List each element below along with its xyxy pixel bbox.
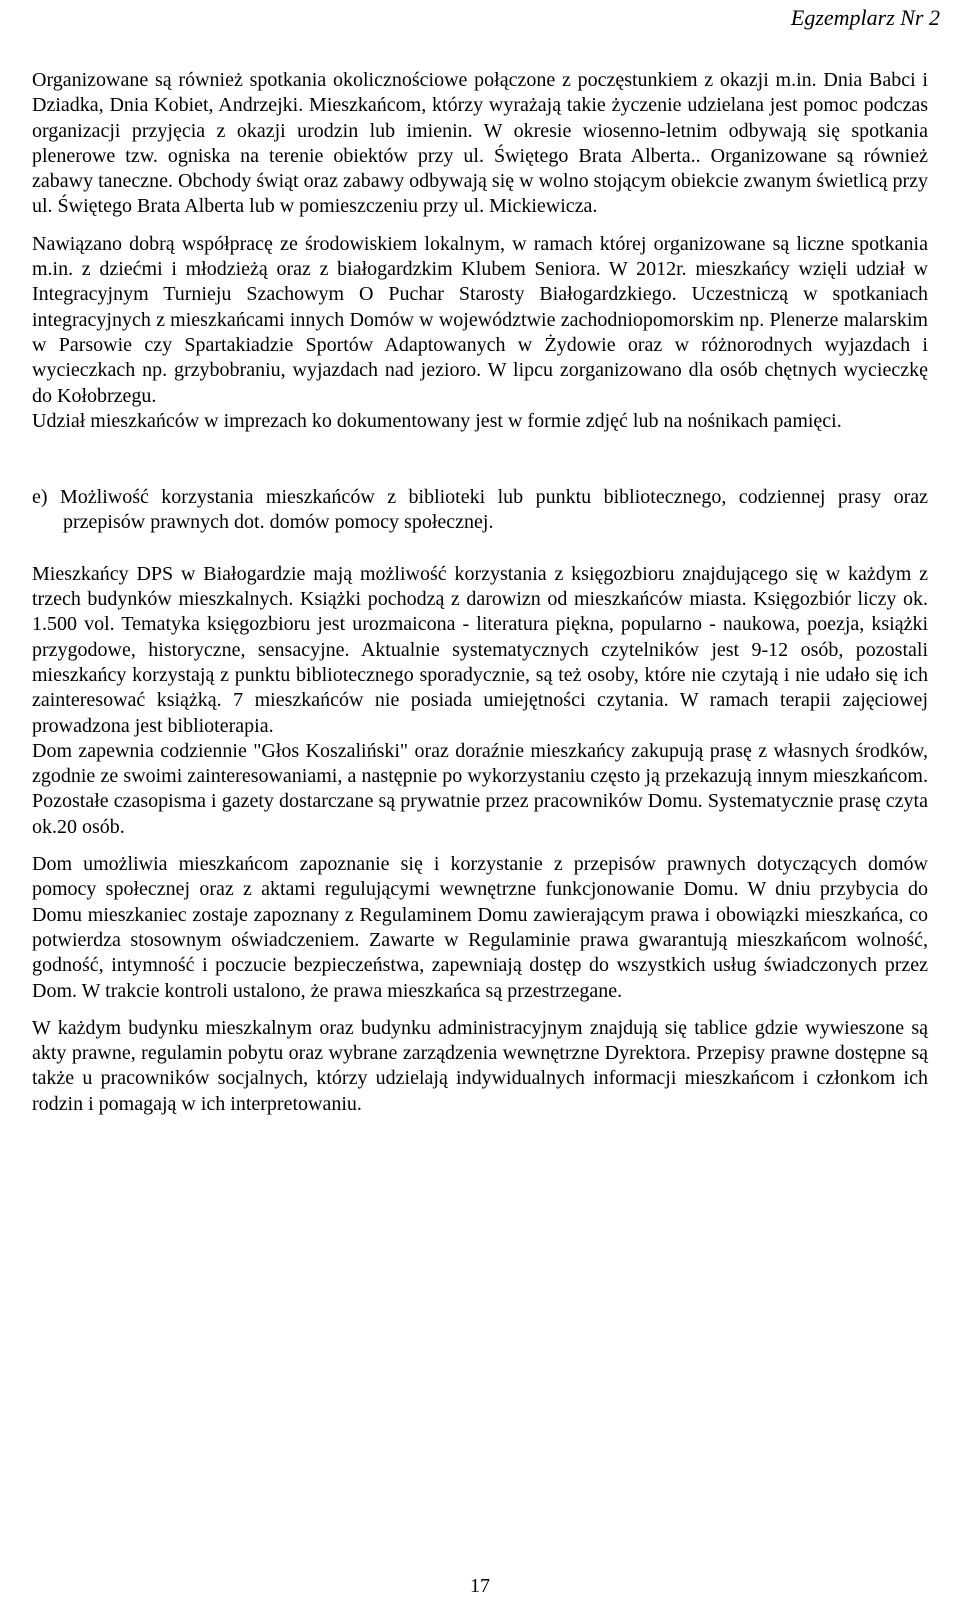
paragraph-events: Organizowane są również spotkania okolicznościowe połączone z poczęstunkiem z okazji m.in. Dnia Babci i Dziadka, Dnia Kobiet, Andrzejki. Mieszkańcom, którzy wyrażają takie życzenie udzielana jest pomoc podczas organizacji przyjęcia z okazji urodzin lub imienin. W okresie wiosenno-letnim odbywają się spotkania plenerowe tzw. ogniska na terenie obiektów przy ul. Świętego Brata Alberta.. Organizowane są również zabawy taneczne. Obchody świąt oraz zabawy odbywają się w wolno stojącym obiekcie zwanym świetlicą przy ul. Świętego Brata Alberta lub w pomieszczeniu przy ul. Mickiewicza. xyxy=(32,69,928,218)
paragraph-cooperation: Nawiązano dobrą współpracę ze środowiskiem lokalnym, w ramach której organizowane są liczne spotkania m.in. z dziećmi i młodzieżą oraz z białogardzkim Klubem Seniora. W 2012r. mieszkańcy wzięli udział w Integracyjnym Turnieju Szachowym O Puchar Starosty Białogardzkiego. Uczestniczą w spotkaniach integracyjnych z mieszkańcami innych Domów w województwie zachodniopomorskim np. Plenerze malarskim w Parsowie czy Spartakiadzie Sportów Adaptowanych w Żydowie oraz w różnorodnych wyjazdach i wycieczkach np. grzybobraniu, wyjazdach nad jezioro. W lipcu zorganizowano dla osób chętnych wycieczkę do Kołobrzegu. xyxy=(32,232,928,407)
paragraph-legal-regulations: Dom umożliwia mieszkańcom zapoznanie się i korzystanie z przepisów prawnych dotyczących domów pomocy społecznej oraz z aktami regulującymi wewnętrzne funkcjonowanie Domu. W dniu przybycia do Domu mieszkaniec zostaje zapoznany z Regulaminem Domu zawierającym prawa i obowiązki mieszkańca, co potwierdza stosownym oświadczeniem. Zawarte w Regulaminie prawa gwarantują mieszkańcom wolność, godność, intymność i poczucie bezpieczeństwa, zapewniają dostęp do wszystkich usług świadczonych przez Dom. W trakcie kontroli ustalono, że prawa mieszkańca są przestrzegane. xyxy=(32,853,928,1002)
paragraph-library: Mieszkańcy DPS w Białogardzie mają możliwość korzystania z księgozbioru znajdującego się w każdym z trzech budynków mieszkalnych. Książki pochodzą z darowizn od mieszkańców miasta. Księgozbiór liczy ok. 1.500 vol. Tematyka księgozbioru jest urozmaicona - literatura piękna, popularno - naukowa, poezja, książki przygodowe, historyczne, sensacyjne. Aktualnie systematycznych czytelników jest 9-12 osób, pozostali mieszkańcy korzystają z punktu bibliotecznego sporadycznie, są też osoby, które nie czytają i nie udało się ich zainteresować książką. 7 mieszkańców nie posiada umiejętności czytania. W ramach terapii zajęciowej prowadzona jest biblioterapia. xyxy=(32,562,928,737)
document-body xyxy=(32,68,928,1117)
paragraph-documentation: Udział mieszkańców w imprezach ko dokumentowany jest w formie zdjęć lub na nośnikach pamięci. xyxy=(32,409,842,432)
section-item-e: e) Możliwość korzystania mieszkańców z biblioteki lub punktu bibliotecznego, codziennej prasy oraz przepisów prawnych dot. domów pomocy społecznej. xyxy=(32,486,928,534)
page-number: 17 xyxy=(470,1575,490,1597)
paragraph-press: Dom zapewnia codziennie "Głos Koszaliński" oraz doraźnie mieszkańcy zakupują prasę z własnych środków, zgodnie ze swoimi zainteresowaniami, a następnie po wykorzystaniu często ją przekazują innym mieszkańcom. Pozostałe czasopisma i gazety dostarczane są prywatnie przez pracowników Domu. Systematycznie prasę czyta ok.20 osób. xyxy=(32,739,928,838)
copy-number-header: Egzemplarz Nr 2 xyxy=(790,5,940,30)
paragraph-notice-boards: W każdym budynku mieszkalnym oraz budynku administracyjnym znajdują się tablice gdzie wywieszone są akty prawne, regulamin pobytu oraz wybrane zarządzenia wewnętrzne Dyrektora. Przepisy prawne dostępne są także u pracowników socjalnych, którzy udzielają indywidualnych informacji mieszkańcom i członkom ich rodzin i pomagają w ich interpretowaniu. xyxy=(32,1016,928,1115)
